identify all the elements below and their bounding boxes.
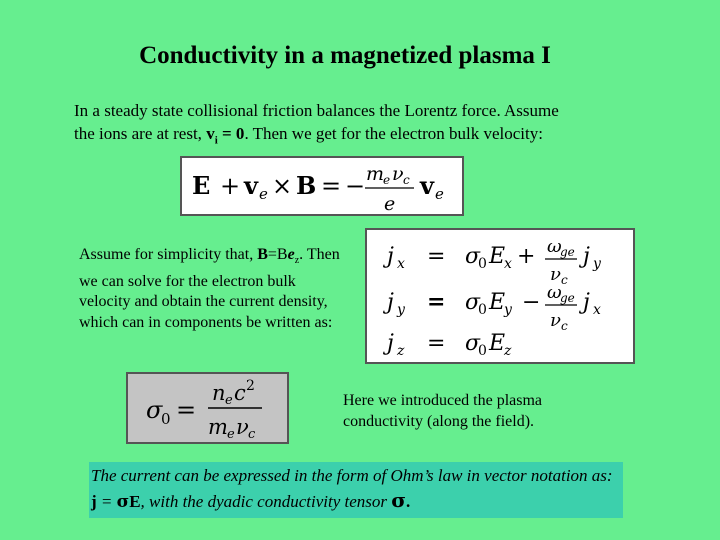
svg-text:ν: ν [392, 163, 404, 185]
intro-vi-sub: i [214, 134, 218, 147]
svg-text:−: − [522, 290, 541, 315]
ohms-law-note [89, 462, 623, 518]
svg-text:−: − [345, 172, 366, 200]
svg-text:+: + [220, 172, 241, 200]
assume-text-b: . Then we can solve for the electron bulk velocity and obtain the current density, which can in components be written as: [79, 246, 340, 331]
svg-text:v: v [420, 171, 434, 200]
current-density-equations [365, 228, 635, 364]
intro-vi: v [206, 124, 215, 143]
conductivity-equation [126, 372, 289, 444]
svg-text:ν: ν [550, 310, 561, 331]
svg-text:σ: σ [465, 244, 481, 269]
force-balance-equation [180, 156, 464, 216]
svg-text:e: e [383, 173, 391, 187]
svg-text:×: × [272, 172, 293, 200]
svg-text:σ: σ [465, 290, 481, 315]
svg-text:e: e [227, 427, 235, 442]
svg-text:m: m [208, 415, 228, 439]
svg-text:j: j [583, 244, 590, 269]
ohm-E: E [129, 492, 141, 511]
assume-text-a: Assume for simplicity that, [79, 246, 258, 263]
svg-text:y: y [504, 302, 512, 318]
svg-text:=: = [321, 172, 342, 200]
svg-text:j: j [583, 290, 590, 315]
assume-B: B [257, 246, 268, 263]
ohm-sigma: σ [116, 492, 130, 512]
svg-text:ν: ν [550, 264, 561, 285]
ohm-text-b: , with the dyadic conductivity tensor [140, 492, 392, 511]
svg-text:E: E [489, 331, 506, 356]
svg-text:j: j [387, 331, 394, 356]
assume-z: z [294, 255, 300, 267]
ohm-eq: = [96, 492, 117, 511]
svg-text:c: c [248, 427, 256, 442]
svg-text:ν: ν [236, 415, 249, 439]
svg-text:=: = [427, 289, 446, 315]
conductivity-note: Here we introduced the plasma conductivity (along the field). [343, 392, 543, 430]
svg-text:x: x [504, 256, 512, 272]
svg-text:σ: σ [146, 396, 163, 424]
intro-line-1: In a steady state collisional friction balances the Lorentz force. Assume [74, 101, 559, 120]
slide-title: Conductivity in a magnetized plasma I [139, 42, 551, 69]
svg-text:z: z [504, 343, 512, 359]
svg-text:σ: σ [465, 331, 481, 356]
svg-text:e: e [225, 393, 233, 408]
svg-text:E: E [489, 290, 506, 315]
svg-text:+: + [517, 244, 536, 269]
svg-text:0: 0 [478, 256, 487, 272]
assume-eq: =B [267, 246, 288, 263]
svg-text:m: m [366, 163, 385, 185]
intro-line-2b: . Then we get for the electron bulk velocity: [244, 124, 543, 143]
intro-line-2a: the ions are at rest, [74, 124, 207, 143]
svg-text:c: c [234, 381, 246, 405]
svg-text:y: y [593, 256, 601, 272]
ohm-j: j [91, 492, 97, 511]
svg-text:E: E [192, 171, 211, 200]
intro-eq-zero: = 0 [217, 124, 245, 143]
svg-text:z: z [397, 343, 405, 359]
svg-text:j: j [387, 244, 394, 269]
svg-text:0: 0 [161, 410, 171, 428]
svg-text:c: c [561, 319, 568, 333]
assume-e: e [287, 246, 295, 263]
assumption-paragraph [79, 245, 349, 333]
svg-text:0: 0 [478, 343, 487, 359]
svg-text:=: = [427, 331, 446, 356]
svg-text:ω: ω [547, 236, 562, 257]
svg-text:0: 0 [478, 302, 487, 318]
svg-text:=: = [427, 244, 446, 269]
ohm-text-a: The current can be expressed in the form of Ohm’s law in vector notation as: [91, 466, 613, 485]
svg-text:c: c [561, 273, 568, 287]
svg-text:B: B [296, 171, 317, 200]
intro-paragraph [74, 99, 634, 152]
svg-text:j: j [387, 290, 394, 315]
ohm-period: . [406, 492, 411, 511]
svg-text:y: y [397, 302, 405, 318]
svg-text:ge: ge [560, 291, 575, 305]
svg-text:v: v [244, 171, 258, 200]
svg-text:2: 2 [246, 378, 255, 394]
svg-text:E: E [489, 244, 506, 269]
svg-text:e: e [259, 185, 268, 203]
svg-text:ω: ω [547, 282, 562, 303]
svg-text:x: x [593, 302, 601, 318]
ohm-sigma-tensor: σ [391, 488, 406, 512]
svg-text:n: n [212, 381, 226, 405]
svg-text:e: e [384, 193, 396, 214]
svg-text:x: x [397, 256, 405, 272]
svg-text:e: e [435, 185, 444, 203]
svg-text:=: = [176, 396, 197, 424]
svg-text:ge: ge [560, 245, 575, 259]
svg-text:c: c [403, 173, 410, 187]
